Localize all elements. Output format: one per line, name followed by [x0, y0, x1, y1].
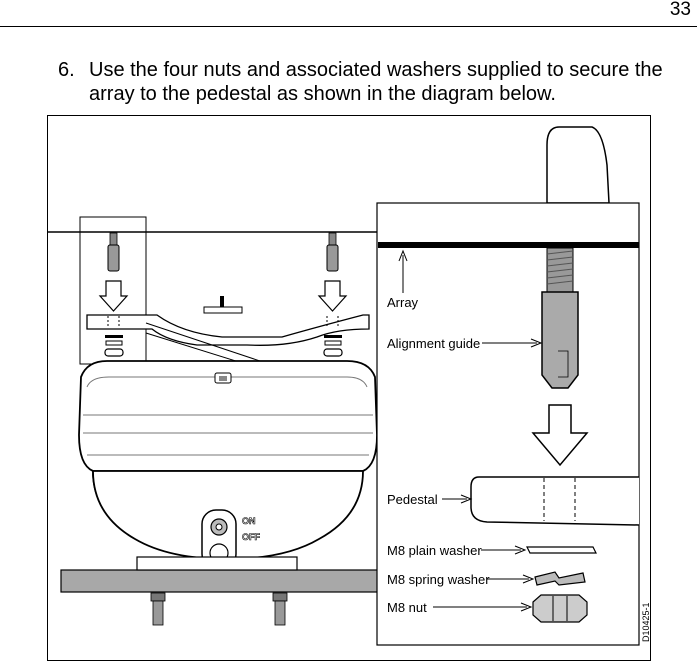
switch-on-label: ON — [242, 516, 256, 526]
label-nut: M8 nut — [387, 600, 427, 615]
page-number: 33 — [669, 0, 691, 20]
deck-base — [61, 570, 381, 592]
label-plain-washer: M8 plain washer — [387, 543, 482, 558]
plain-washer — [527, 547, 596, 553]
label-pedestal: Pedestal — [387, 492, 438, 507]
array-housing — [547, 127, 609, 203]
alignment-guide — [542, 292, 578, 388]
step-text: Use the four nuts and associated washers supplied to secure the array to the pedestal as shown in the diagram below. — [89, 59, 663, 105]
label-array: Array — [387, 295, 419, 310]
drawing-code: D10425-1 — [641, 602, 651, 642]
switch-off-label: OFF — [242, 532, 260, 542]
label-spring-washer: M8 spring washer — [387, 572, 490, 587]
label-alignment-guide: Alignment guide — [387, 336, 481, 351]
installation-diagram — [47, 115, 651, 661]
header-rule — [0, 26, 697, 27]
array-plate — [378, 242, 639, 248]
step-number: 6. — [58, 59, 75, 81]
pedestal-plate-detail — [471, 477, 639, 525]
hex-nut — [533, 595, 587, 622]
fixing-detail — [377, 127, 651, 645]
